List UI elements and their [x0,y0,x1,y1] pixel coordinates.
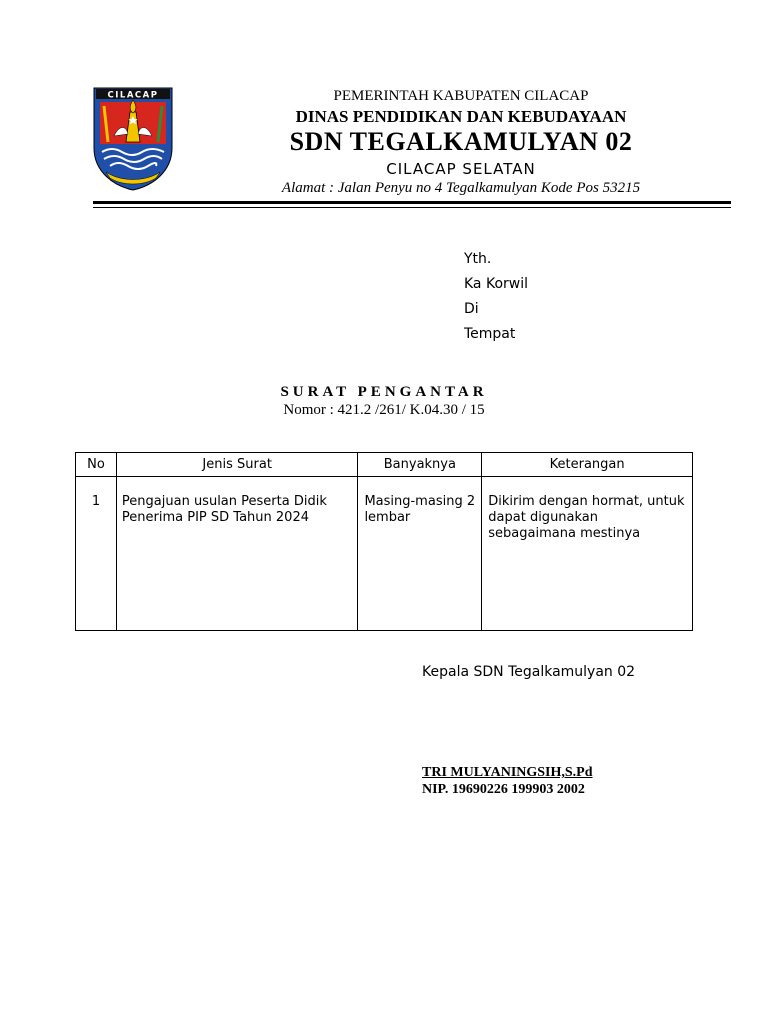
district-name: CILACAP SELATAN [386,160,536,178]
header-keterangan: Keterangan [482,453,693,477]
letterhead-rule-thick [93,201,731,204]
signatory-nip: NIP. 19690226 199903 2002 [422,782,585,797]
header-jenis-surat: Jenis Surat [116,453,358,477]
addressee-line: Di [464,301,479,317]
table-row [76,477,693,631]
cell-banyaknya: Masing-masing 2 lembar [358,477,482,631]
header-no: No [76,453,117,477]
government-name: PEMERINTAH KABUPATEN CILACAP [333,88,589,104]
signatory-name: TRI MULYANINGSIH,S.Pd [422,765,593,780]
document-table [75,452,693,631]
logo-banner-text: CILACAP [107,90,159,101]
school-address: Alamat : Jalan Penyu no 4 Tegalkamulyan Kode Pos 53215 [281,180,641,196]
letter-number: Nomor : 421.2 /261/ K.04.30 / 15 [283,402,485,418]
signatory-title: Kepala SDN Tegalkamulyan 02 [422,664,636,680]
cell-keterangan: Dikirim dengan hormat, untuk dapat digunakan sebagaimana mestinya [482,477,693,631]
addressee-line: Yth. [464,251,492,267]
letterhead-rule-thin [93,207,731,208]
school-name: SDN TEGALKAMULYAN 02 [289,127,633,156]
cilacap-emblem-logo [92,86,174,192]
addressee-line: Tempat [464,326,516,342]
header-banyaknya: Banyaknya [358,453,482,477]
letter-title: SURAT PENGANTAR [280,384,488,400]
cell-jenis-surat: Pengajuan usulan Peserta Didik Penerima PIP SD Tahun 2024 [116,477,358,631]
table-header-row [76,453,693,477]
addressee-line: Ka Korwil [464,276,528,292]
cell-no: 1 [76,477,117,631]
department-name: DINAS PENDIDIKAN DAN KEBUDAYAAN [295,107,627,126]
